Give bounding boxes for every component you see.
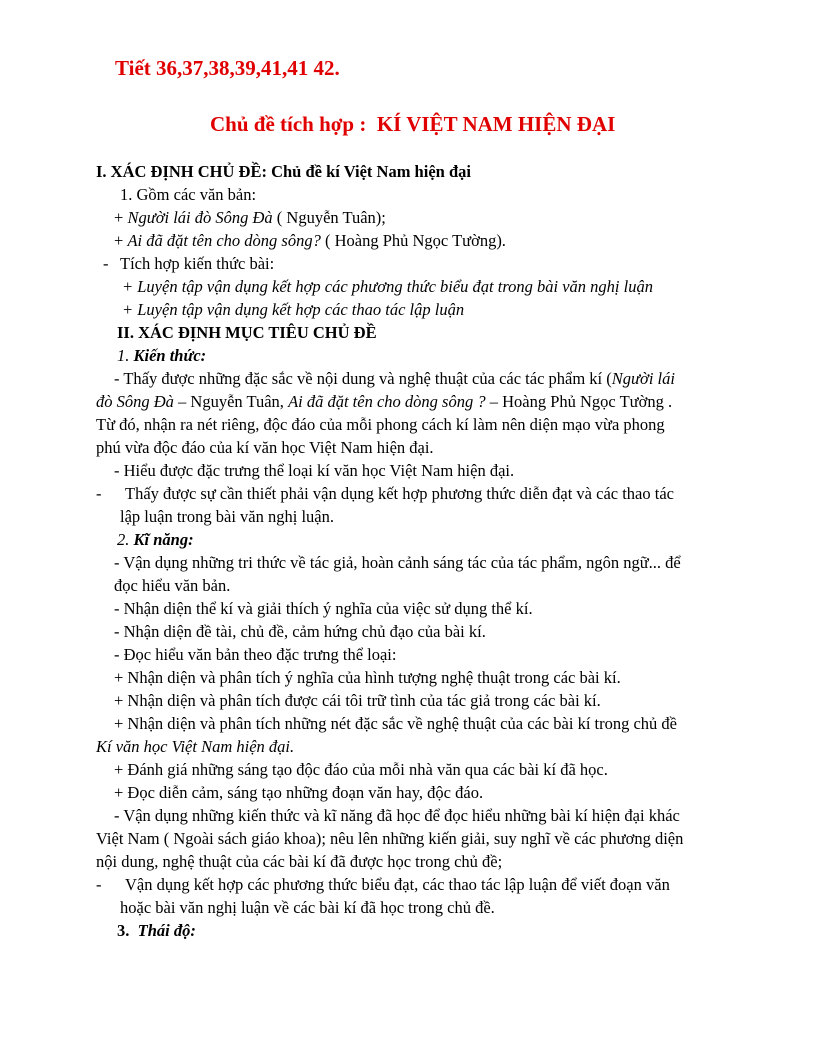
work-title: Người lái đò Sông Đà (127, 208, 273, 227)
list-item: Tích hợp kiến thức bài: (120, 254, 275, 273)
dash-marker: - (103, 254, 109, 273)
paragraph-line: Thấy được sự cần thiết phải vận dụng kết hợp phương thức diễn đạt và các thao tác (125, 484, 674, 503)
sub-title: Thái độ: (137, 921, 196, 940)
work-title: Ai đã đặt tên cho dòng sông ? (288, 392, 486, 411)
paragraph-line: - Hiểu được đặc trưng thể loại kí văn học Việt Nam hiện đại. (114, 461, 515, 480)
text: – Hoàng Phủ Ngọc Tường . (485, 392, 673, 411)
paragraph-line: + Nhận diện và phân tích được cái tôi trữ tình của tác giả trong các bài kí. (114, 691, 601, 710)
work-author: ( Hoàng Phủ Ngọc Tường). (320, 231, 506, 250)
text: – Nguyễn Tuân, (173, 392, 289, 411)
paragraph-line: - Vận dụng những tri thức về tác giả, hoàn cảnh sáng tác của tác phẩm, ngôn ngữ... để (114, 553, 681, 572)
paragraph-line: Từ đó, nhận ra nét riêng, độc đáo của mỗi phong cách kí làm nên diện mạo vừa phong (96, 415, 665, 434)
paragraph-line: + Đánh giá những sáng tạo độc đáo của mỗi nhà văn qua các bài kí đã học. (114, 760, 608, 779)
subheading-skills (117, 529, 194, 551)
lesson-numbers: Tiết 36,37,38,39,41,41 42. (115, 56, 340, 80)
sub-number: 1. (117, 346, 130, 365)
sub-number: 2. (117, 530, 130, 549)
list-item: + Luyện tập vận dụng kết hợp các phương thức biểu đạt trong bài văn nghị luận (122, 277, 653, 296)
subheading-knowledge (117, 345, 206, 367)
plus-marker: + (114, 231, 128, 250)
work-title: đò Sông Đà (96, 392, 174, 411)
paragraph-line: Vận dụng kết hợp các phương thức biểu đạt, các thao tác lập luận để viết đoạn văn (125, 875, 670, 894)
sub-title: Kiến thức: (133, 346, 207, 365)
sub-number: 3. (117, 921, 130, 940)
paragraph-line: đọc hiểu văn bản. (114, 576, 231, 595)
work-title: Ai đã đặt tên cho dòng sông? (127, 231, 321, 250)
topic-title (210, 113, 615, 135)
dash-marker: - (96, 875, 102, 894)
paragraph-line (96, 391, 672, 413)
subheading-attitude (117, 920, 196, 942)
paragraph-line (114, 368, 675, 390)
topic-name: KÍ VIỆT NAM HIỆN ĐẠI (376, 112, 616, 136)
paragraph-line: - Nhận diện thể kí và giải thích ý nghĩa của việc sử dụng thể kí. (114, 599, 533, 618)
work-author: ( Nguyễn Tuân); (272, 208, 386, 227)
list-item (114, 207, 386, 229)
paragraph-line: nội dung, nghệ thuật của các bài kí đã được học trong chủ đề; (96, 852, 503, 871)
paragraph-line: + Nhận diện và phân tích ý nghĩa của hình tượng nghệ thuật trong các bài kí. (114, 668, 621, 687)
sub-title: Kĩ năng: (133, 530, 194, 549)
paragraph-line: hoặc bài văn nghị luận về các bài kí đã học trong chủ đề. (120, 898, 495, 917)
paragraph-line: - Nhận diện đề tài, chủ đề, cảm hứng chủ đạo của bài kí. (114, 622, 486, 641)
paragraph-line: + Nhận diện và phân tích những nét đặc sắc về nghệ thuật của các bài kí trong chủ đề (114, 714, 678, 733)
list-item: + Luyện tập vận dụng kết hợp các thao tác lập luận (122, 300, 465, 319)
paragraph-line: lập luận trong bài văn nghị luận. (120, 507, 334, 526)
list-item (114, 230, 506, 252)
paragraph-line: Kí văn học Việt Nam hiện đại. (96, 737, 295, 756)
paragraph-line: Việt Nam ( Ngoài sách giáo khoa); nêu lên những kiến giải, suy nghĩ về các phương diện (96, 829, 684, 848)
work-title: Người lái (611, 369, 675, 388)
topic-prefix: Chủ đề tích hợp : (210, 112, 367, 136)
list-item: 1. Gồm các văn bản: (120, 185, 257, 204)
paragraph-line: + Đọc diễn cảm, sáng tạo những đoạn văn hay, độc đáo. (114, 783, 484, 802)
dash-marker: - (96, 484, 102, 503)
section-1-heading: I. XÁC ĐỊNH CHỦ ĐỀ: Chủ đề kí Việt Nam hiện đại (96, 162, 471, 181)
plus-marker: + (114, 208, 128, 227)
section-2-heading: II. XÁC ĐỊNH MỤC TIÊU CHỦ ĐỀ (117, 323, 377, 342)
paragraph-line: - Đọc hiểu văn bản theo đặc trưng thể loại: (114, 645, 397, 664)
paragraph-line: phú vừa độc đáo của kí văn học Việt Nam hiện đại. (96, 438, 434, 457)
paragraph-line: - Vận dụng những kiến thức và kĩ năng đã học để đọc hiểu những bài kí hiện đại khác (114, 806, 680, 825)
text: - Thấy được những đặc sắc về nội dung và nghệ thuật của các tác phẩm kí ( (114, 369, 612, 388)
